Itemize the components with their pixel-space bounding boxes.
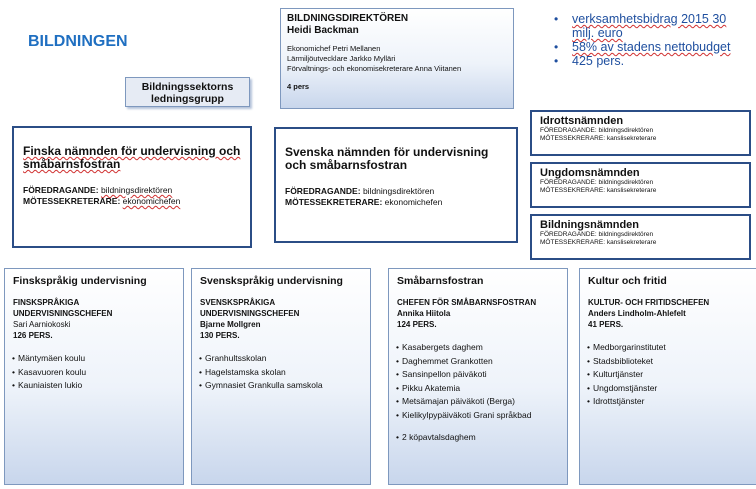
swedish-board-secretary: MÖTESSEKRETERARE: ekonomichefen — [285, 197, 443, 207]
list-item: • Metsämajan päiväkoti (Berga) — [397, 395, 559, 409]
list-item: • Kulturtjänster — [588, 368, 750, 382]
education-board-box — [530, 214, 751, 260]
sports-board-box — [530, 110, 751, 156]
unit-list — [397, 341, 559, 422]
list-item: • Pikku Akatemia — [397, 382, 559, 396]
staff-line: Ekonomichef Petri Mellanen — [287, 44, 381, 53]
list-item: • 2 köpavtalsdaghem — [397, 431, 559, 445]
finnish-board-box — [12, 126, 252, 248]
leadership-group-box — [125, 77, 250, 107]
unit-count: 41 PERS. — [588, 320, 624, 329]
youth-board-name: Ungdomsnämnden — [540, 167, 640, 179]
list-item: • Gymnasiet Grankulla samskola — [200, 379, 362, 393]
unit-leader-title: KULTUR- OCH FRITIDSCHEFEN — [588, 298, 710, 307]
unit-list-extra — [397, 431, 559, 445]
unit-finnish-education — [4, 268, 184, 485]
list-item: • Granhultsskolan — [200, 352, 362, 366]
director-role: BILDNINGSDIREKTÖREN — [287, 13, 409, 24]
unit-heading: Småbarnsfostran — [397, 275, 484, 287]
list-item: • Medborgarinstitutet — [588, 341, 750, 355]
list-item: • Sansinpellon päiväkoti — [397, 368, 559, 382]
leadership-group-line2: ledningsgrupp — [151, 93, 224, 105]
finnish-board-presenter: FÖREDRAGANDE: bildningsdirektören — [23, 185, 173, 195]
swedish-board-box — [274, 127, 518, 243]
list-item: • Daghemmet Grankotten — [397, 355, 559, 369]
unit-early-childhood — [388, 268, 568, 485]
stats-list — [542, 12, 742, 68]
list-item: • Kasavuoren koulu — [13, 366, 175, 380]
unit-heading: Svenskspråkig undervisning — [200, 275, 343, 287]
unit-leader-name: Sari Aarniokoski — [13, 320, 71, 329]
unit-list — [200, 352, 362, 393]
unit-leader-title: SVENSKSPRÅKIGA UNDERVISNINGSCHEFEN — [200, 298, 300, 318]
unit-leader-title: FINSKSPRÅKIGA UNDERVISNINGSCHEFEN — [13, 298, 113, 318]
list-item: • Idrottstjänster — [588, 395, 750, 409]
list-item: • Kasabergets daghem — [397, 341, 559, 355]
director-box — [280, 8, 514, 109]
sports-board-presenter: FÖREDRAGANDE: bildningsdirektören — [540, 127, 654, 134]
stat-budget: • verksamhetsbidrag 2015 30 milj. euro — [542, 12, 742, 40]
education-board-secretary: MÖTESSEKRERARE: kanslisekreterare — [540, 239, 657, 246]
list-item: • Hagelstamska skolan — [200, 366, 362, 380]
unit-leader-title: CHEFEN FÖR SMÅBARNSFOSTRAN — [397, 298, 537, 307]
list-item: • Kielikylpypäiväkoti Grani språkbad — [397, 409, 559, 423]
stat-share: • 58% av stadens nettobudget — [542, 40, 742, 54]
swedish-board-presenter: FÖREDRAGANDE: bildningsdirektören — [285, 186, 435, 196]
education-board-presenter: FÖREDRAGANDE: bildningsdirektören — [540, 231, 654, 238]
youth-board-presenter: FÖREDRAGANDE: bildningsdirektören — [540, 179, 654, 186]
unit-leader-name: Anders Lindholm-Ahlefelt — [588, 309, 686, 318]
unit-culture-leisure — [579, 268, 756, 485]
sports-board-name: Idrottsnämnden — [540, 115, 624, 127]
stat-staff: • 425 pers. — [542, 54, 742, 68]
staff-line: Förvaltnings- och ekonomisekreterare Anna Viitanen — [287, 64, 462, 73]
staff-line: Lärmiljöutvecklare Jarkko Mylläri — [287, 54, 396, 63]
unit-leader-name: Annika Hiitola — [397, 309, 451, 318]
director-count: 4 pers — [287, 82, 310, 91]
unit-count: 124 PERS. — [397, 320, 437, 329]
page-title: BILDNINGEN — [28, 33, 128, 50]
finnish-board-secretary: MÖTESSEKRETERARE: ekonomichefen — [23, 196, 181, 206]
unit-count: 130 PERS. — [200, 331, 240, 340]
finnish-board-name: Finska nämnden för undervisning och småbarnsfostran — [23, 144, 241, 171]
unit-list — [13, 352, 175, 393]
unit-leader-name: Bjarne Mollgren — [200, 320, 261, 329]
director-name: Heidi Backman — [287, 25, 359, 36]
list-item: • Ungdomstjänster — [588, 382, 750, 396]
youth-board-secretary: MÖTESSEKRERARE: kanslisekreterare — [540, 187, 657, 194]
unit-heading: Finskspråkig undervisning — [13, 275, 147, 287]
list-item: • Mäntymäen koulu — [13, 352, 175, 366]
unit-heading: Kultur och fritid — [588, 275, 667, 287]
leadership-group-line1: Bildningssektorns — [141, 81, 234, 93]
youth-board-box — [530, 162, 751, 208]
list-item: • Kauniaisten lukio — [13, 379, 175, 393]
unit-count: 126 PERS. — [13, 331, 53, 340]
sports-board-secretary: MÖTESSEKRERARE: kanslisekreterare — [540, 135, 657, 142]
education-board-name: Bildningsnämnden — [540, 219, 639, 231]
unit-swedish-education — [191, 268, 371, 485]
list-item: • Stadsbiblioteket — [588, 355, 750, 369]
unit-list — [588, 341, 750, 409]
swedish-board-name: Svenska nämnden för undervisning och småbarnsfostran — [285, 145, 489, 172]
